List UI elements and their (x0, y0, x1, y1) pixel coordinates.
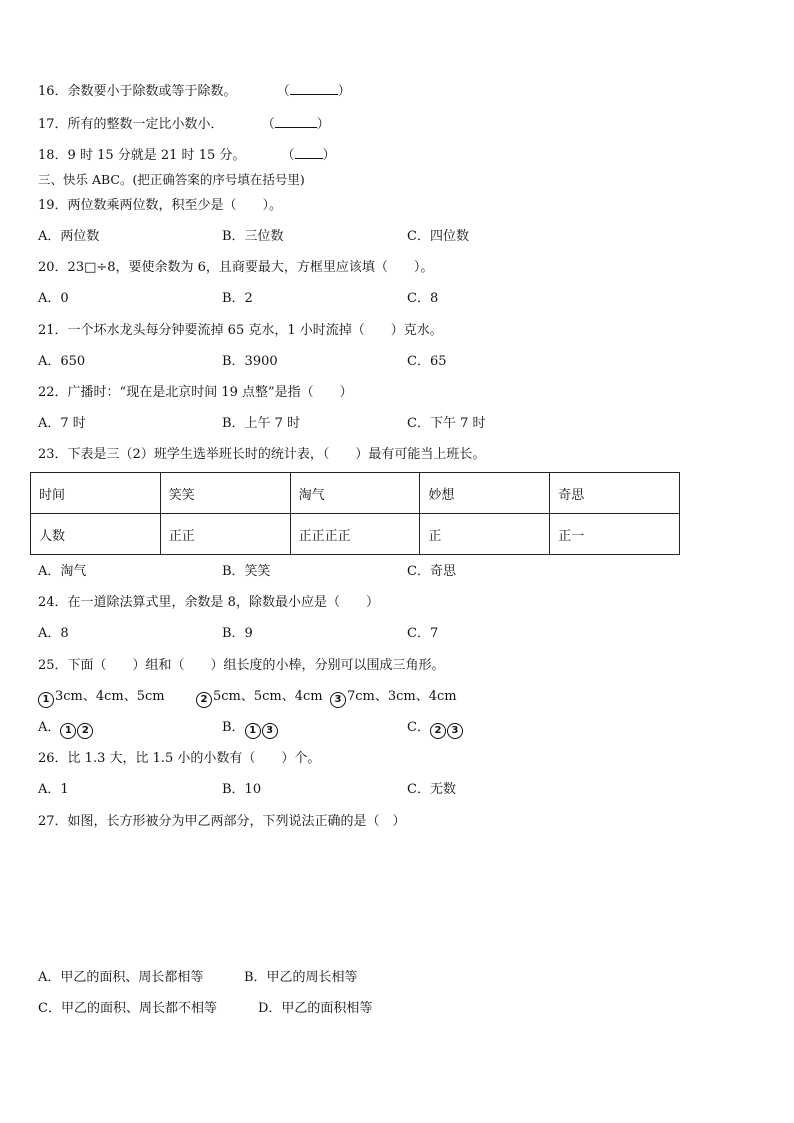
q23-option-a[interactable]: A．淘气 (38, 564, 87, 579)
table-header-cell: 笑笑 (160, 473, 290, 514)
q24-option-a[interactable]: A．8 (38, 626, 69, 641)
q25-option-b[interactable]: B． 1 3 (222, 720, 279, 739)
table-header-cell: 淘气 (290, 473, 420, 514)
q19-option-c[interactable]: C．四位数 (407, 229, 469, 244)
q19-option-a[interactable]: A．两位数 (38, 229, 100, 244)
question-27: 27．如图，长方形被分为甲乙两部分，下列说法正确的是（ ） (38, 814, 406, 829)
circled-number-2: 2 (430, 723, 446, 739)
q26-option-c[interactable]: C．无数 (407, 782, 456, 797)
q21-option-a[interactable]: A．650 (38, 354, 86, 369)
table-row (31, 473, 680, 514)
answer-blank-16[interactable]: （ ） (276, 84, 351, 99)
q23-option-b[interactable]: B．笑笑 (222, 564, 271, 579)
q27-option-c[interactable]: C．甲乙的面积、周长都不相等 (38, 1001, 217, 1016)
table-row (31, 514, 680, 555)
q22-option-b[interactable]: B．上午 7 时 (222, 416, 301, 431)
q24-option-b[interactable]: B．9 (222, 626, 253, 641)
q26-option-b[interactable]: B．10 (222, 782, 262, 797)
circled-number-2: 2 (196, 692, 212, 708)
q22-option-a[interactable]: A．7 时 (38, 416, 86, 431)
table-cell: 正 (420, 514, 550, 555)
circled-number-2: 2 (77, 723, 93, 739)
question-17: 17．所有的整数一定比小数小． （ ） (38, 117, 330, 132)
circled-number-3: 3 (262, 723, 278, 739)
section-title: 三、快乐 ABC。(把正确答案的序号填在括号里) (38, 172, 305, 187)
question-22: 22．广播时：“现在是北京时间 19 点整”是指（ ） (38, 385, 353, 400)
table-cell: 正正正正 (290, 514, 420, 555)
table-header-cell: 时间 (31, 473, 161, 514)
stick-group-2: 2 5cm、5cm、4cm (196, 689, 323, 708)
q20-option-b[interactable]: B．2 (222, 291, 253, 306)
q23-option-c[interactable]: C．奇思 (407, 564, 456, 579)
question-20: 20．23□÷8，要使余数为 6，且商要最大，方框里应该填（ ）。 (38, 260, 434, 275)
question-23: 23．下表是三（2）班学生选举班长时的统计表，（ ）最有可能当上班长。 (38, 447, 486, 462)
circled-number-1: 1 (60, 723, 76, 739)
q20-option-c[interactable]: C．8 (407, 291, 439, 306)
question-19: 19．两位数乘两位数，积至少是（ ）。 (38, 198, 283, 213)
circled-number-3: 3 (330, 692, 346, 708)
q27-option-a[interactable]: A．甲乙的面积、周长都相等 (38, 970, 204, 985)
q22-option-c[interactable]: C．下午 7 时 (407, 416, 486, 431)
table-header-cell: 奇思 (550, 473, 680, 514)
vote-table (30, 472, 680, 555)
question-25: 25．下面（ ）组和（ ）组长度的小棒，分别可以围成三角形。 (38, 658, 445, 673)
circled-number-1: 1 (38, 692, 54, 708)
q25-option-a[interactable]: A． 1 2 (38, 720, 94, 739)
question-26: 26．比 1.3 大，比 1.5 小的小数有（ ）个。 (38, 751, 321, 766)
q20-option-a[interactable]: A．0 (38, 291, 69, 306)
q27-option-b[interactable]: B．甲乙的周长相等 (244, 970, 358, 985)
stick-group-1: 1 3cm、4cm、5cm (38, 689, 165, 708)
q21-option-b[interactable]: B．3900 (222, 354, 278, 369)
question-21: 21．一个坏水龙头每分钟要流掉 65 克水，1 小时流掉（ ）克水。 (38, 323, 443, 338)
q21-option-c[interactable]: C．65 (407, 354, 447, 369)
answer-blank-18[interactable]: （ ） (281, 148, 336, 163)
circled-number-3: 3 (447, 723, 463, 739)
stick-group-3: 3 7cm、3cm、4cm (330, 689, 457, 708)
q19-option-b[interactable]: B．三位数 (222, 229, 284, 244)
table-cell: 正正 (160, 514, 290, 555)
question-18: 18．9 时 15 分就是 21 时 15 分。 （ ） (38, 148, 336, 163)
answer-blank-17[interactable]: （ ） (261, 117, 330, 132)
q25-option-c[interactable]: C． 2 3 (407, 720, 464, 739)
table-cell: 正一 (550, 514, 680, 555)
q24-option-c[interactable]: C．7 (407, 626, 439, 641)
table-header-cell: 妙想 (420, 473, 550, 514)
circled-number-1: 1 (245, 723, 261, 739)
question-24: 24．在一道除法算式里，余数是 8，除数最小应是（ ） (38, 595, 379, 610)
q26-option-a[interactable]: A．1 (38, 782, 69, 797)
question-16: 16．余数要小于除数或等于除数。 （ ） (38, 84, 351, 99)
q27-option-d[interactable]: D．甲乙的面积相等 (258, 1001, 373, 1016)
table-cell: 人数 (31, 514, 161, 555)
